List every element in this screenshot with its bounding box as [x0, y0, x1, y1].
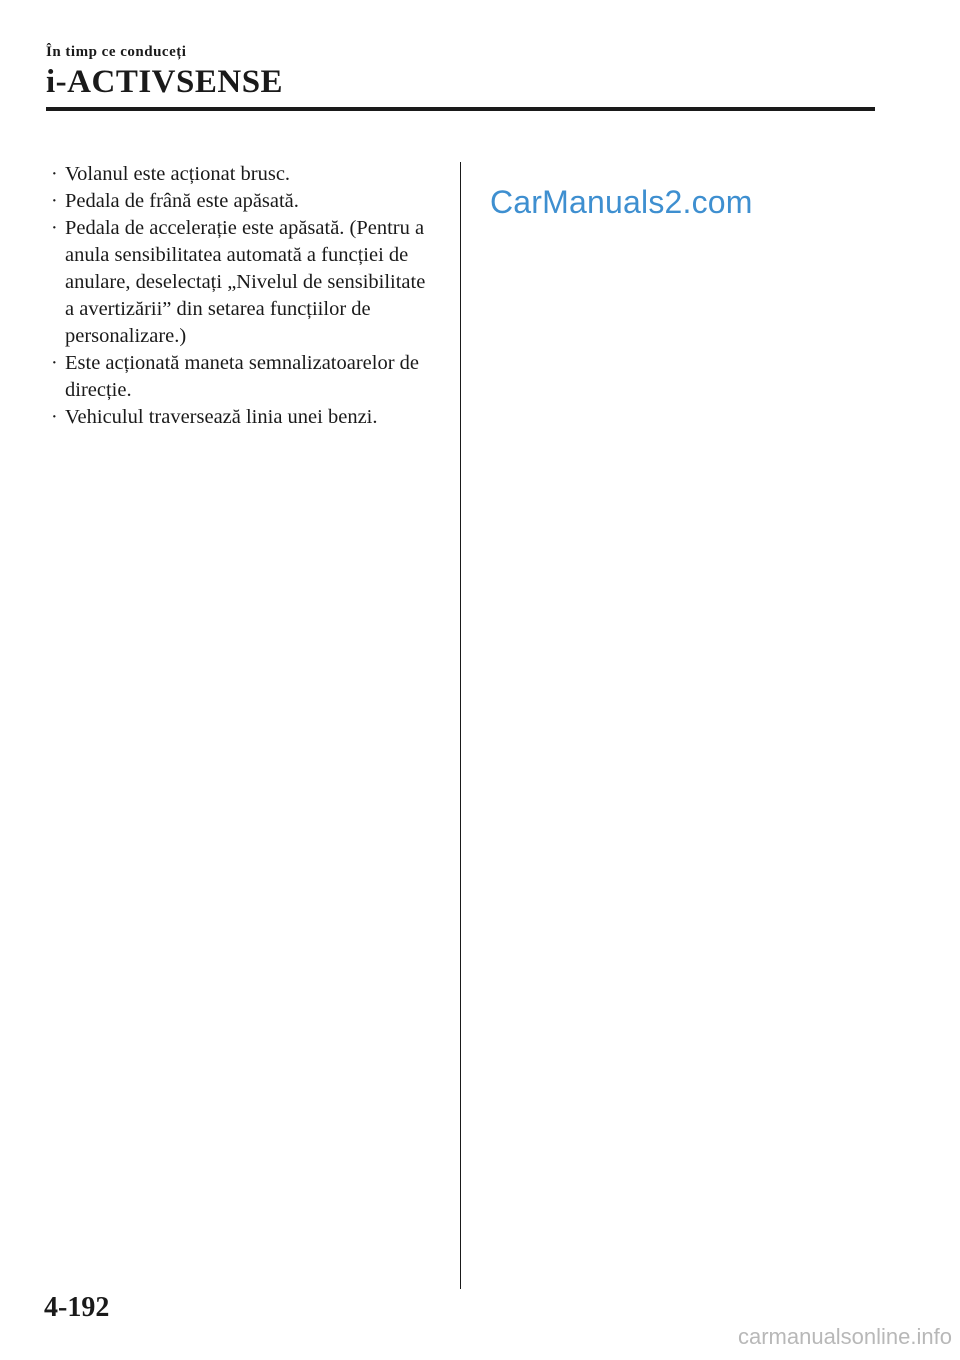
breadcrumb: În timp ce conduceți — [46, 44, 187, 60]
list-item — [48, 215, 438, 350]
title-divider — [46, 107, 875, 111]
page-number: 4-192 — [44, 1292, 110, 1323]
list-item — [48, 350, 438, 404]
list-item-text: Pedala de accelerație este apăsată. (Pentru a anula sensibilitatea automată a funcției de anulare, deselectați „Nivelul de sensibilitate a avertizării” din setarea funcțiilor de personalizare.) — [65, 217, 426, 347]
watermark-bottom: carmanualsonline.info — [737, 1324, 952, 1349]
list-item-text: Vehiculul traversează linia unei benzi. — [65, 406, 378, 428]
list-item-text: Pedala de frână este apăsată. — [65, 190, 299, 212]
bullet-icon: · — [51, 406, 58, 428]
list-item-text: Este acționată maneta semnalizatoarelor de direcție. — [65, 352, 420, 401]
bullet-icon: · — [51, 163, 58, 185]
list-item — [48, 161, 438, 188]
page-title: i-ACTIVSENSE — [46, 64, 284, 100]
watermark-top: CarManuals2.com — [490, 184, 753, 220]
column-divider — [460, 162, 461, 1289]
bullet-icon: · — [51, 190, 58, 212]
condition-list — [48, 161, 438, 431]
left-column — [48, 161, 438, 431]
bullet-icon: · — [51, 217, 58, 239]
list-item — [48, 404, 438, 431]
bullet-icon: · — [51, 352, 58, 374]
list-item-text: Volanul este acționat brusc. — [65, 163, 291, 185]
list-item — [48, 188, 438, 215]
